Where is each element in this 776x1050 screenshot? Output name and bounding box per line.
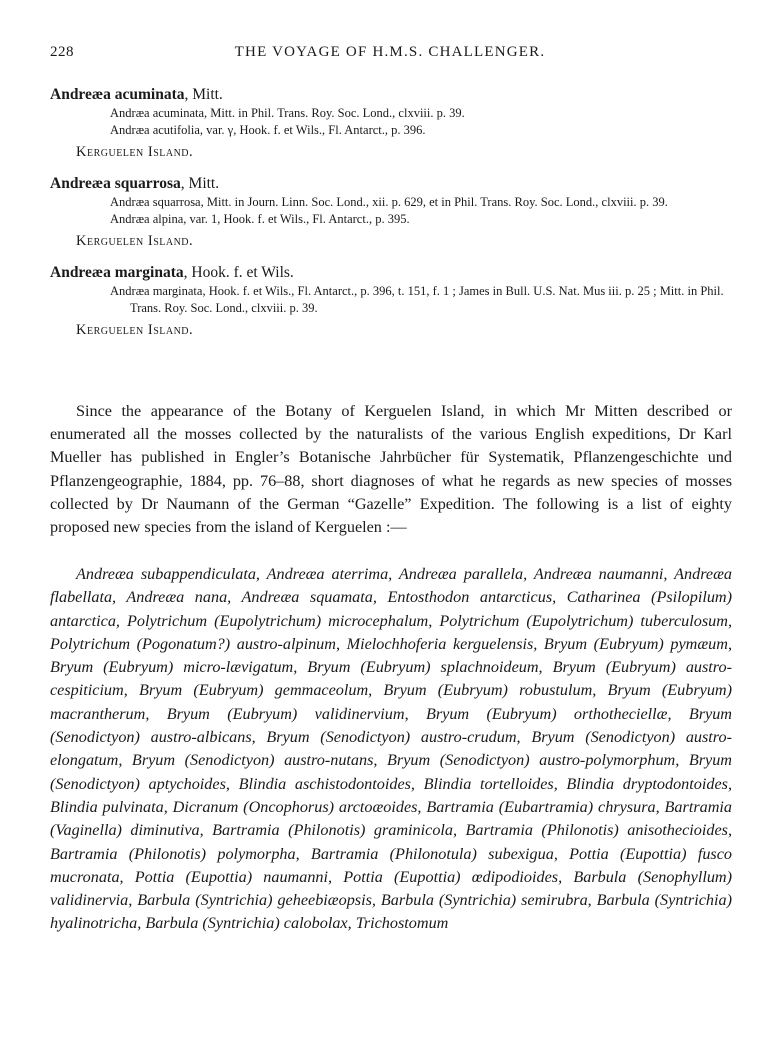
species-authority: , Mitt. xyxy=(180,175,220,192)
synonym: Andræa alpina, var. 1, Hook. f. et Wils., Fl. Antarct., p. 395. xyxy=(110,212,410,226)
species-name: Andreæa squarrosa, Mitt. xyxy=(50,175,220,192)
page-number: 228 xyxy=(50,44,74,60)
locality: Kerguelen Island. xyxy=(76,233,194,249)
species-entries xyxy=(50,84,732,351)
synonym: Andræa marginata, Hook. f. et Wils., Fl. Antarct., p. 396, t. 151, f. 1 ; James in Bull. U.S. Nat. Mus iii. p. 25 ; Mitt. in Phil. Trans. Roy. Soc. Lond., clxviii. p. 39. xyxy=(110,284,724,315)
species-list xyxy=(50,563,732,936)
species-authority: , Hook. f. et Wils. xyxy=(183,264,294,281)
locality: Kerguelen Island. xyxy=(76,322,194,338)
locality: Kerguelen Island. xyxy=(76,144,194,160)
species-list-text: Andreæa subappendiculata, Andreæa aterrima, Andreæa parallela, Andreæa naumanni, Andreæa flabellata, Andreæa nana, Andreæa squamata, Entosthodon antarcticus, Catharinea (Psilopilum) antarctica, Polytrichum (Eupolytrichum) microcephalum, Polytrichum (Eupolytrichum) tuberculosum, Polytrichum (Pogonatum?) austro-alpinum, Mielochhoferia kerguelensis, Bryum (Eubryum) pymæum, Bryum (Eubryum) micro-lævigatum, Bryum (Eubryum) splachnoideum, Bryum (Eubryum) austro-cespiticium, Bryum (Eubryum) gemmaceolum, Bryum (Eubryum) robustulum, Bryum (Eubryum) macrantherum, Bryum (Eubryum) validinervium, Bryum (Eubryum) orthotheciellæ, Bryum (Senodictyon) austro-albicans, Bryum (Senodictyon) austro-crudum, Bryum (Senodictyon) austro-elongatum, Bryum (Senodictyon) austro-nutans, Bryum (Senodictyon) austro-polymorphum, Bryum (Senodictyon) aptychoides, Blindia aschistodontoides, Blindia tortelloides, Blindia dryptodontoides, Blindia pulvinata, Dicranum (Oncophorus) arctoæoides, Bartramia (Eubartramia) chrysura, Bartramia (Vaginella) diminutiva, Bartramia (Philonotis) graminicola, Bartramia (Philonotis) anisothecioides, Bartramia (Philonotis) polymorpha, Bartramia (Philonotula) subexigua, Pottia (Eupottia) fusco mucronata, Pottia (Eupottia) naumanni, Pottia (Eupottia) œdipodioides, Barbula (Senophyllum) validinervia, Barbula (Syntrichia) geheebiæopsis, Barbula (Syntrichia) semirubra, Barbula (Syntrichia) hyalinotricha, Barbula (Syntrichia) calobolax, Trichostomum xyxy=(50,565,732,933)
species-entry xyxy=(50,262,732,341)
species-authority: , Mitt. xyxy=(184,86,223,103)
running-head: THE VOYAGE OF H.M.S. CHALLENGER. xyxy=(234,44,546,60)
synonym: Andræa acuminata, Mitt. in Phil. Trans. Roy. Soc. Lond., clxviii. p. 39. xyxy=(110,106,465,120)
synonym-list xyxy=(110,283,732,317)
species-name: Andreæa marginata, Hook. f. et Wils. xyxy=(50,264,294,281)
body-paragraph xyxy=(50,400,732,539)
synonym: Andræa squarrosa, Mitt. in Journ. Linn. Soc. Lond., xii. p. 629, et in Phil. Trans. Roy. Soc. Lond., clxviii. p. 39. xyxy=(110,195,668,209)
synonym-list xyxy=(110,194,732,228)
synonym: Andræa acutifolia, var. γ, Hook. f. et Wils., Fl. Antarct., p. 396. xyxy=(110,123,426,137)
species-entry xyxy=(50,84,732,163)
paragraph-text: Since the appearance of the Botany of Kerguelen Island, in which Mr Mitten described or enumerated all the mosses collected by the naturalists of the various English expeditions, Dr Karl Mueller has published in Engler’s Botanische Jahrbücher für Systematik, Pflanzengeschichte und Pflanzengeographie, 1884, pp. 76–88, short diagnoses of what he regards as new species of mosses collected by Dr Naumann of the German “Gazelle” Expedition. The following is a list of eighty proposed new species from the island of Kerguelen :— xyxy=(50,402,732,537)
synonym-list xyxy=(110,105,732,139)
species-name: Andreæa acuminata, Mitt. xyxy=(50,86,223,103)
species-entry xyxy=(50,173,732,252)
page-header xyxy=(50,44,730,68)
